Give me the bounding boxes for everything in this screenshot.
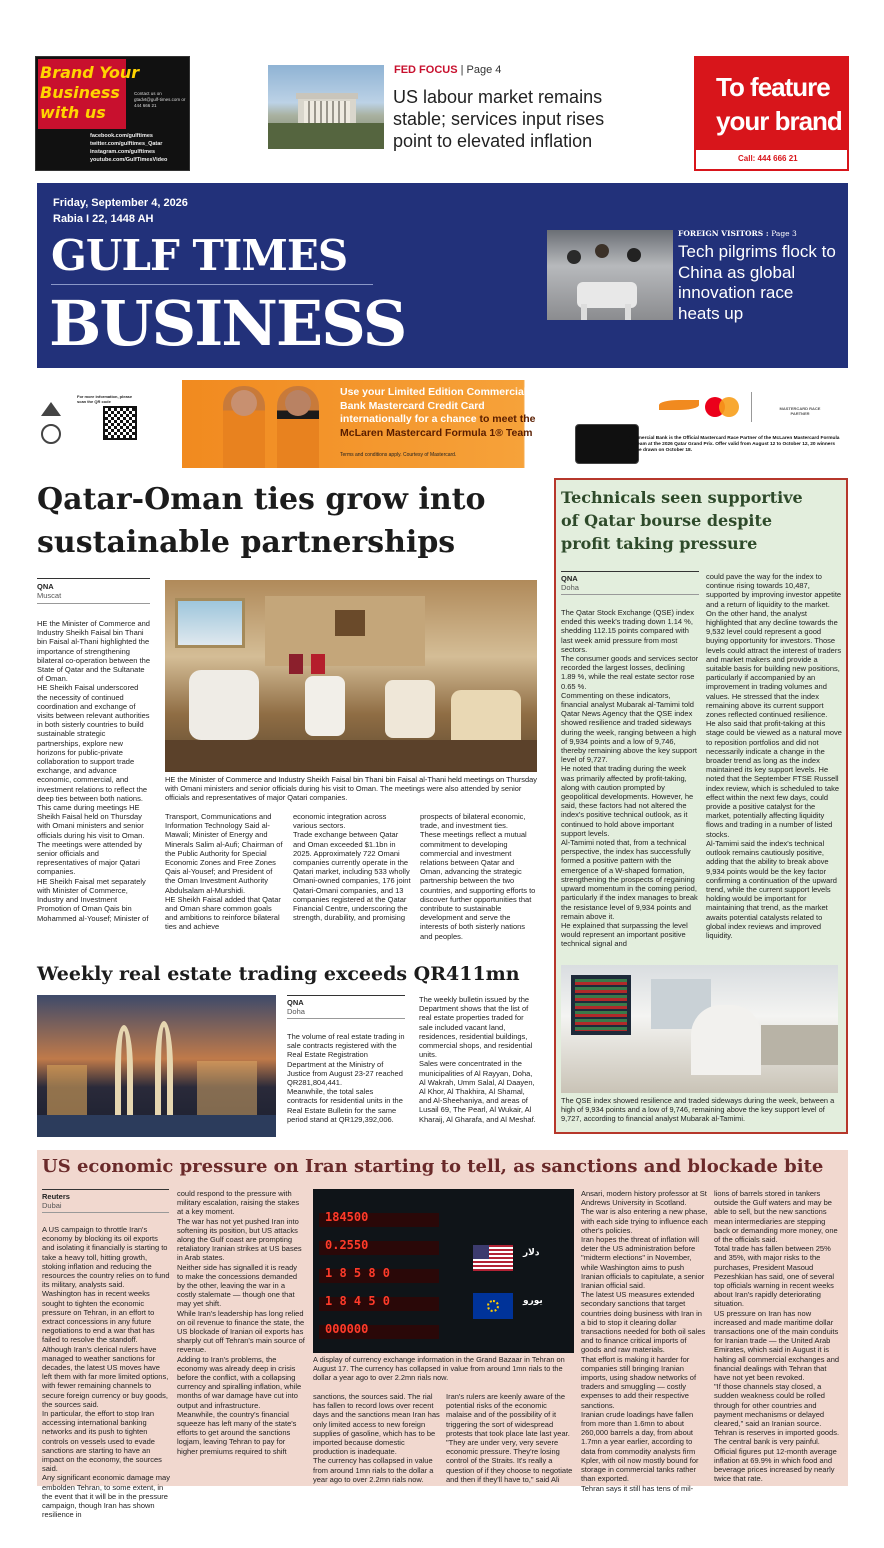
article1-headline[interactable]: Qatar-Oman ties grow into sustainable partnerships xyxy=(37,482,486,560)
promo-line4: McLaren Mastercard Formula 1® Team xyxy=(340,426,533,439)
article4-photo: 184500 0.2550 1 8 5 8 0 1 8 4 5 0 000000 دلار یورو xyxy=(313,1189,574,1353)
article2-byline: QNA xyxy=(561,574,578,583)
mc-race-partner: MASTERCARD RACE PARTNER xyxy=(779,406,821,416)
article2-photo xyxy=(561,965,838,1093)
qr-code[interactable] xyxy=(103,406,137,440)
article3-byline: QNA xyxy=(287,998,304,1007)
social-facebook[interactable]: facebook.com/gulftimes xyxy=(90,133,153,139)
article4-byline: Reuters xyxy=(42,1192,70,1201)
bank-logo-icon xyxy=(41,424,61,444)
us-flag-icon xyxy=(473,1245,513,1271)
fed-page: Page 4 xyxy=(466,64,502,76)
masthead-hijri: Rabia I 22, 1448 AH xyxy=(53,213,154,225)
ad-contact: Contact us on gtadvt@gulf-times.com or 444 666 21 xyxy=(134,91,186,108)
social-twitter[interactable]: twitter.com/gulftimes_Qatar xyxy=(90,141,163,147)
mclaren-logo-icon xyxy=(659,400,699,410)
article4-dateline: Dubai xyxy=(42,1201,62,1210)
mastercard-logo-icon xyxy=(705,397,741,417)
fed-tag: FED FOCUS xyxy=(394,64,458,76)
article2-dateline: Doha xyxy=(561,583,579,592)
article4-col6: lions of barrels stored in tankers outside the Gulf waters and may be able to sell, but the new sanctions mean intermediaries are stepping back or demanding more money, one of the officials said. Total trade has fallen between 25% and 35%, with major risks to the purchases, President Masoud Pezeshkian has said, one of several top officials warning in recent weeks about Iran's rapidly deteriorating situation. US pressure on Iran has now increased and made maritime dollar transactions one of the main conduits for Iranian trade — the United Arab Emirates, which said in August it is halting all commercial exchanges and financial dealings with Tehran that have not yet been revoked. "If those channels stay closed, a sudden weakness could be rolled through for other countries and payment mechanisms or delayed cleared," said an Iranian source. Tehran is reserves in imported goods. The central bank is very painful. Official figures put 12-month average inflation at 69.9% in which food and beverage prices increased by nearly twice that rate. xyxy=(714,1189,840,1484)
fed-kicker[interactable]: FED FOCUS | Page 4 xyxy=(394,64,502,76)
teaser-kicker[interactable]: FOREIGN VISITORS : Page 3 xyxy=(678,229,797,238)
promo-terms: Terms and conditions apply. Courtesy of Mastercard. xyxy=(340,452,457,458)
article4-col4: Iran's rulers are keenly aware of the potential risks of the economic malaise and of the possibility of it triggering the sort of widespread protests that took place late last year. "They are under very, very severe economic pressure. They're losing control of the Straits. It's really a question of if they choose to negotiate and then if they'll have to," said Ali xyxy=(446,1392,573,1484)
article4-headline[interactable]: US economic pressure on Iran starting to tell, as sanctions and blockade bite xyxy=(42,1156,824,1177)
top-ad-right[interactable] xyxy=(694,56,849,171)
promo-line2: Bank Mastercard Credit Card xyxy=(340,399,485,412)
teaser-headline[interactable]: Tech pilgrims flock to China as global innovation race heats up xyxy=(678,242,836,323)
masthead-date: Friday, September 4, 2026 xyxy=(53,197,188,209)
article4-col2: could respond to the pressure with military escalation, raising the stakes at a key moment. The war has not yet pushed Iran into softening its position, but US attacks along the Gulf coast are prompting retaliatory Iranian strikes at US bases in Arab states. Neither side has signalled it is ready to make the concessions demanded by the other, leaving the war in a costly stalemate — though one that may yet shift. While Iran's leadership has long relied on oil revenue to finance the state, the US blockade of Iranian oil exports has sharply cut off Tehran's main source of revenue. Adding to Iran's problems, the economy was already deep in crisis before the conflict, with a collapsing currency and spiralling inflation, while months of war damage have cut into output and infrastructure. Meanwhile, the country's financial squeeze has left many of the state's efforts to get around the sanctions logjam, leaving Tehran to pay for higher premiums required to shift xyxy=(177,1189,305,1456)
ad-brand-line2: Business xyxy=(40,83,120,102)
masthead xyxy=(37,183,848,368)
article4-caption: A display of currency exchange information in the Grand Bazaar in Tehran on August 17. The currency has collapsed in value from around 1mn rials to the dollar a year ago to over 2.2mn rials now. xyxy=(313,1355,565,1383)
eu-flag-icon xyxy=(473,1293,513,1319)
fed-photo xyxy=(268,65,384,149)
article3-photo xyxy=(37,995,276,1137)
article1-dateline: Muscat xyxy=(37,591,62,600)
promo-line3: internationally for a chance to meet the xyxy=(340,413,536,425)
article3-col2: The weekly bulletin issued by the Department shows that the list of real estate properties traded for sale included vacant land, residences, residential buildings, commercial shops, and residential units. Sales were concentrated in the municipalities of Al Rayyan, Doha, Al Wakrah, Umm Salal, Al Daayen, Al Khor, Al Thakhira, Al Shamal, and Al-Sheehaniya, and areas of Lusail 69, The Pearl, Al Wukair, Al Kharaij, Al Gharafa, and Al Meshaf. xyxy=(419,995,536,1124)
social-instagram[interactable]: instagram.com/gulftimes xyxy=(90,149,156,155)
article1-col2: Transport, Communications and Information Technology Said al-Mawali; Minister of Energy and Minerals Salim al-Aufi; Chairman of the Public Authority for Special Economic Zones and Free Zones Qais al-Yousef; and President of the Oman Investment Authority Abdulsalam al-Murshidi. HE Sheikh Faisal added that Qatar and Oman share common goals and ambitions to reinforce bilateral ties and achieve xyxy=(165,812,283,932)
social-youtube[interactable]: youtube.com/GulfTimesVideo xyxy=(90,157,168,163)
promo-line1: Use your Limited Edition Commercial xyxy=(340,386,527,398)
banner-ad[interactable] xyxy=(37,380,848,468)
ad-feature-line1: To feature xyxy=(716,72,830,102)
article1-col1: HE the Minister of Commerce and Industry Sheikh Faisal bin Thani bin Faisal al-Thani highlighted the importance of strengthening bilateral co-operation between the State of Qatar and the Sultanate of Oman. HE Sheikh Faisal underscored the necessity of continued coordination and exchange of visits between relevant authorities in both sisterly countries to build sustainable strategic partnerships, explore new horizons for public-private collaboration to support trade exchange, and advance economic, commercial, and investment relations to reflect the deep ties between both nations. This came during meetings HE Sheikh Faisal held on Thursday with Omani ministers and senior officials during his visit to Oman. The meetings were attended by senior officials and representatives of major Qatari companies. HE Sheikh Faisal met separately with Minister of Commerce, Industry and Investment Promotion of Oman Qais bin Mohammed al-Yousef; Minister of xyxy=(37,619,150,923)
ad-feature-line2: your brand xyxy=(716,106,842,136)
qr-note: For more information, please scan the QR code xyxy=(77,394,133,404)
article2-headline[interactable]: Technicals seen supportive of Qatar bourse despite profit taking pressure xyxy=(561,488,803,553)
ad-brand-line1: Brand Your xyxy=(40,63,140,82)
top-ad-left[interactable] xyxy=(35,56,190,171)
social-links xyxy=(90,132,188,164)
fed-headline[interactable]: US labour market remains stable; services input rises point to elevated inflation xyxy=(393,87,605,151)
ad-brand-line3: with us xyxy=(40,103,106,122)
article2-col2: could pave the way for the index to continue rising towards 10,487, supported by improving investor appetite and a return of liquidity to the market. On the other hand, the analyst highlighted that any decline towards the 9,532 level could represent a good buying opportunity for investors. Those levels could attract the interest of traders and market makers and provide a suitable basis for building new positions, particularly if accompanied by an improvement in trading volumes and values. He stressed that the index remaining above its current support zones reflected continued resilience. He also said that profit-taking at this stage could be viewed as a natural move to reposition portfolios and did not necessarily indicate a change in the broader trend as long as the index maintained its key support levels. He noted that the September FTSE Russell index review, which is scheduled to take effect within the next few days, could provide a positive catalyst for the market, potentially affecting liquidity flows and trading in a number of listed stocks. Al-Tamimi said the index's technical outlook remains cautiously positive, adding that the ability to break above 9,934 points would be the key factor confirming a continuation of the upward trend, while the current support levels holding would be important for maintaining that trend, as the market awaits potential catalysts related to global index reviews and improved liquidity. xyxy=(706,572,842,940)
masthead-title: GULF TIMES xyxy=(51,231,348,280)
article3-col1: The volume of real estate trading in sale contracts registered with the Real Estate Registration Department at the Ministry of Justice from August 23-27 reached QR281,804,441. Meanwhile, the total sales contracts for residential units in the Real Estate Bulletin for the same period stand at QR129,392,006. xyxy=(287,1032,405,1124)
article4-col5: Ansari, modern history professor at St Andrews University in Scotland. The war is also entering a new phase, with each side trying to influence each other's policies. Iran hopes the threat of inflation will deter the US administration before "midterm elections" in November, while Washington aims to push Iranian officials to capitulate, a senior Iranian official said. The latest US measures extended secondary sanctions that target countries doing business with Iran in a bid to stop it clearing dollar transactions needed for both oil sales and to finance critical imports of goods and raw materials. That effort is making it harder for companies still bringing Iranian imports, using shadow networks of traders and smuggling — costly expenses to add their respective sanctions. Iranian crude loadings have fallen from more than 1.6mn to about 260,000 barrels a day, from about 1.7mn a year earlier, according to data from commodity analysts firm Kpler, with oil now mostly bound for storage in commercial tanks rather than exported. Tehran says it still has tens of mil- xyxy=(581,1189,708,1493)
article1-col4: prospects of bilateral economic, trade, and investment ties. These meetings reflect a mutual commitment to developing commercial and investment relations between Qatar and Oman, advancing the strategic partnership between the two countries, and supporting efforts to discover further opportunities that contribute to sustainable development and serve the interests of both sisterly nations and peoples. xyxy=(420,812,536,941)
masthead-section: BUSINESS xyxy=(49,287,406,360)
teaser-tag: FOREIGN VISITORS xyxy=(678,229,764,238)
article4-col1: A US campaign to throttle Iran's economy by blocking its oil exports and isolating it financially is starting to take a heavy toll, hitting growth, stoking inflation and reducing the resources the country relies on to fund its military, analysts said. Washington has in recent weeks sought to tighten the economic pressure on Tehran, in an effort to extract concessions in any future negotiations to end a war that has failed to resolve the standoff. Although Iran's clerical rulers have managed to weather sanctions for decades, the latest US moves have left them with far more limited options, with fewer remaining channels to secure foreign currency or buy goods, the sources said. In particular, the effort to stop Iran accessing international banking networks and its push to tighten controls on vessels used to evade sanctions are starting to have an impact on the economy, the sources said. Any significant economic damage may embolden Tehran, to some extent, in the event that it will be in the pressure campaign, though Iran has shown resilience in xyxy=(42,1225,170,1520)
article1-caption: HE the Minister of Commerce and Industry Sheikh Faisal bin Thani bin Faisal al-Thani held meetings on Thursday with Omani ministers and senior officials during his visit to Oman. The meetings were also attended by senior officials and representatives of major Qatari companies. xyxy=(165,775,537,803)
article2-col1: The Qatar Stock Exchange (QSE) index ended this week's trading down 1.14 %, shedding 112.15 points compared with last week amid pressure from most sectors. The consumer goods and services sector recorded the largest losses, declining 1.89 %, while the real estate sector rose 0.65 %. Commenting on these indicators, financial analyst Mubarak al-Tamimi told Qatar News Agency that the QSE index showed resilience and traded sideways during the week, ranging between a high of 9,934 points and a low of 9,746, thereby remaining above the key support level of 9,727. He noted that trading during the week was primarily affected by profit-taking, along with caution prompted by geopolitical developments. However, he said, these factors had not altered the index's positive technical outlook, as it continued to hold above important support levels. Al-Tamimi noted that, from a technical perspective, the index has successfully formed a positive pattern with the emergence of a W-shaped formation, strengthening the prospects of regaining upward momentum in the coming period, particularly if the index manages to break the resistance level of 9,934 points and remain above it. He explained that surpassing the level would represent an important positive technical signal and xyxy=(561,608,699,949)
promo-side-text: Commercial Bank is the Official Mastercard Race Partner of the McLaren Mastercard Formula 1® Team at the 2026 Qatar Grand Prix. Offer valid from August 12 to October 12, 20 winners will be drawn on October 18. xyxy=(627,436,840,453)
article1-photo xyxy=(165,580,537,772)
article1-col3: economic integration across various sectors. Trade exchange between Qatar and Oman exceeded $1.1bn in 2025. Approximately 722 Omani companies currently operate in the Qatari market, including 533 wholly Omani-owned companies, 176 joint Qatari-Omani companies, and 13 companies registered at the Qatar Financial Centre, underscoring the strength, durability, and promising xyxy=(293,812,411,923)
article2-caption: The QSE index showed resilience and traded sideways during the week, between a high of 9,934 points and a low of 9,746, remaining above the key support level of 9,727, according to financial analyst Mubarak al-Tamimi. xyxy=(561,1096,835,1124)
article3-dateline: Doha xyxy=(287,1007,305,1016)
article3-headline[interactable]: Weekly real estate trading exceeds QR411mn xyxy=(37,963,520,985)
article1-byline: QNA xyxy=(37,582,54,591)
ad-phone: Call: 444 666 21 xyxy=(738,154,798,163)
teaser-page: Page 3 xyxy=(771,229,797,238)
teaser-photo xyxy=(547,230,673,320)
article4-col3: sanctions, the sources said. The rial has fallen to record lows over recent days and the sanctions mean Iran has only limited access to new foreign supplies of gasoline, which has to be imported because domestic production is inadequate. The currency has collapsed in value from around 1mn rials to the dollar a year ago to over 2.2mn rials now. xyxy=(313,1392,440,1484)
